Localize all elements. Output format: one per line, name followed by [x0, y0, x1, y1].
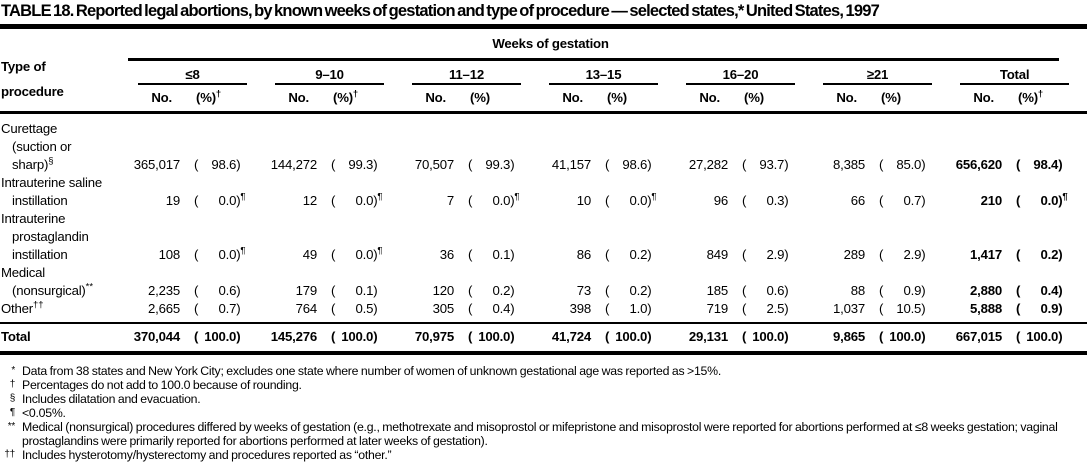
total-label-cell: Total [0, 323, 128, 353]
row-label-line: Curettage [1, 121, 58, 136]
percent-value: 0.2 [492, 283, 511, 298]
count-cell: 120 [432, 283, 454, 298]
sub-header-row [0, 87, 1087, 113]
footnote-marker-sup: †† [32, 299, 44, 311]
percent-cell: ( 0.9) [1016, 301, 1063, 316]
percent-cell: ( 1.0) [605, 301, 652, 316]
count-cell: 36 [439, 247, 454, 262]
percent-value: 0.0 [492, 193, 511, 208]
footnote-marker-sup: ** [85, 281, 94, 293]
percent-value: 99.3 [485, 157, 511, 172]
percent-value: 99.3 [348, 157, 374, 172]
percent-value: 0.5 [355, 301, 374, 316]
footnote-marker-sup: † [215, 88, 222, 100]
percent-value: 0.0 [218, 247, 237, 262]
col-group-label: Total [960, 67, 1069, 85]
percent-cell: ( 85.0) [879, 157, 926, 172]
count-cell: 88 [850, 283, 865, 298]
count-cell: 179 [295, 283, 317, 298]
col-group-label: 13–15 [549, 67, 658, 85]
percent-cell: ( 0.7) [194, 301, 241, 316]
percent-cell: ( 0.0)¶ [331, 191, 383, 208]
footnote-text: Includes dilatation and evacuation. [22, 392, 201, 406]
percent-cell: ( 99.3) [331, 157, 378, 172]
percent-value: 0.2 [629, 283, 648, 298]
count-cell: 70,975 [402, 323, 466, 353]
footnote-marker-sup: ¶ [651, 191, 657, 203]
count-cell: 19 [165, 193, 180, 208]
table-header [0, 29, 1087, 113]
pct-column-header: (%) [466, 87, 539, 113]
pct-column-header: (%) [877, 87, 950, 113]
percent-value: 0.4 [492, 301, 511, 316]
count-cell: 1,037 [832, 301, 865, 316]
col-group-label: 9–10 [275, 67, 384, 85]
no-column-header: No. [676, 87, 740, 113]
percent-cell: ( 10.5) [879, 301, 926, 316]
col-group-header [813, 61, 950, 87]
percent-cell: ( 0.0)¶ [194, 191, 246, 208]
footnote-text: Includes hysterotomy/hysterectomy and procedures reported as “other.” [22, 448, 392, 462]
footnote [0, 406, 1087, 420]
percent-value: 0.6 [766, 283, 785, 298]
percent-cell: ( 0.0)¶ [605, 191, 657, 208]
footnote-marker-sup: ¶ [1062, 191, 1068, 203]
percent-value: 98.6 [622, 157, 648, 172]
total-row [0, 323, 1087, 353]
row-label-line: (suction or [12, 139, 72, 154]
percent-cell: ( 2.5) [742, 301, 789, 316]
percent-value: 98.4 [1033, 157, 1059, 172]
count-cell: 1,417 [969, 247, 1002, 262]
percent-value: 0.7 [903, 193, 922, 208]
count-cell: 185 [706, 283, 728, 298]
percent-value: 93.7 [759, 157, 785, 172]
percent-cell: ( 0.6) [194, 283, 241, 298]
row-label-cell [0, 113, 128, 175]
count-cell: 289 [843, 247, 865, 262]
count-cell: 144,272 [270, 157, 317, 172]
percent-value: 0.0 [629, 193, 648, 208]
count-cell: 5,888 [969, 301, 1002, 316]
footnote-text: Percentages do not add to 100.0 because of rounding. [22, 378, 302, 392]
count-cell: 29,131 [676, 323, 740, 353]
percent-cell: ( 100.0) [603, 323, 676, 353]
footnote-marker-sup: † [352, 88, 359, 100]
table-row [0, 300, 1087, 323]
table-title: TABLE 18. Reported legal abortions, by known weeks of gestation and type of procedure — selected states,* United States, 1997 [1, 2, 879, 20]
count-cell: 764 [295, 301, 317, 316]
footnote-marker-sup: ¶ [377, 191, 383, 203]
percent-value: 98.6 [211, 157, 237, 172]
table-row [0, 210, 1087, 264]
percent-cell: ( 0.1) [468, 247, 515, 262]
percent-cell: ( 0.2) [605, 247, 652, 262]
spanner-cell [128, 29, 1087, 61]
no-column-header: No. [950, 87, 1014, 113]
row-label-line: Other†† [1, 299, 44, 316]
pct-column-header: (%) [740, 87, 813, 113]
footnote [0, 392, 1087, 406]
percent-cell: ( 0.4) [468, 301, 515, 316]
row-label-cell [0, 174, 128, 210]
col-group-header [128, 61, 265, 87]
percent-cell: ( 0.2) [468, 283, 515, 298]
table-row [0, 174, 1087, 210]
percent-cell: ( 0.3) [742, 193, 789, 208]
table-body [0, 113, 1087, 354]
no-column-header: No. [402, 87, 466, 113]
count-cell: 86 [576, 247, 591, 262]
percent-value: 10.5 [896, 301, 922, 316]
percent-value: 2.9 [903, 247, 922, 262]
percent-value: 100.0 [478, 329, 511, 344]
count-cell: 370,044 [128, 323, 192, 353]
percent-cell: ( 99.3) [468, 157, 515, 172]
footnotes [0, 364, 1087, 462]
footnote [0, 364, 1087, 378]
count-cell: 365,017 [133, 157, 180, 172]
percent-cell: ( 0.5) [331, 301, 378, 316]
footnote [0, 420, 1087, 448]
count-cell: 73 [576, 283, 591, 298]
footnote-marker-sup: § [48, 155, 54, 167]
count-cell: 27,282 [688, 157, 728, 172]
percent-value: 0.0 [218, 193, 237, 208]
footnote [0, 378, 1087, 392]
count-cell: 719 [706, 301, 728, 316]
footnote-marker: § [9, 393, 15, 404]
col-group-header [676, 61, 813, 87]
col-group-header [402, 61, 539, 87]
row-label-line: Intrauterine [1, 211, 66, 226]
count-cell: 210 [980, 193, 1002, 208]
percent-value: 0.7 [218, 301, 237, 316]
percent-value: 0.1 [492, 247, 511, 262]
pct-column-header: (%)† [192, 87, 265, 113]
count-cell: 305 [432, 301, 454, 316]
spanner-label: Weeks of gestation [128, 36, 1059, 61]
footnote-marker: ** [7, 421, 15, 432]
footnote-marker: * [11, 365, 15, 376]
percent-cell: ( 0.6) [742, 283, 789, 298]
footnote-marker-sup: ¶ [240, 191, 246, 203]
percent-value: 1.0 [629, 301, 648, 316]
percent-cell: ( 0.0)¶ [331, 245, 383, 262]
row-label-line: Medical [1, 265, 46, 280]
col-group-label: 11–12 [412, 67, 521, 85]
percent-cell: ( 100.0) [1014, 323, 1087, 353]
row-label-line: Intrauterine saline [1, 175, 103, 190]
row-label-cell [0, 210, 128, 264]
footnote-marker: †† [4, 449, 15, 460]
percent-cell: ( 100.0) [329, 323, 402, 353]
col-group-header [950, 61, 1087, 87]
count-cell: 49 [302, 247, 317, 262]
percent-value: 0.9 [1040, 301, 1059, 316]
row-label-cell [0, 300, 128, 323]
row-label-line: sharp)§ [12, 155, 54, 172]
count-cell: 108 [158, 247, 180, 262]
pct-column-header: (%) [603, 87, 676, 113]
footnote-text: Medical (nonsurgical) procedures differed by weeks of gestation (e.g., methotrexate and misoprostol or mifepristone and misoprostol were reported for abortions performed at ≤8 weeks gestation; vaginal prostaglandins were primarily reported for abortions performed at later weeks of gestation). [22, 420, 1058, 448]
percent-value: 100.0 [1026, 329, 1059, 344]
abortions-by-gestation-table [0, 29, 1087, 355]
percent-cell: ( 100.0) [466, 323, 539, 353]
pct-column-header: (%)† [329, 87, 402, 113]
table-row [0, 264, 1087, 300]
percent-cell: ( 98.6) [194, 157, 241, 172]
count-cell: 849 [706, 247, 728, 262]
count-cell: 96 [713, 193, 728, 208]
col-group-header [265, 61, 402, 87]
row-label-line: prostaglandin [12, 229, 89, 244]
percent-value: 0.0 [1040, 193, 1059, 208]
pct-column-header: (%)† [1014, 87, 1087, 113]
spanner-row [0, 29, 1087, 61]
percent-value: 85.0 [896, 157, 922, 172]
percent-value: 2.9 [766, 247, 785, 262]
row-label-cell [0, 264, 128, 300]
count-cell: 2,665 [147, 301, 180, 316]
percent-value: 0.2 [629, 247, 648, 262]
row-label-line: instillation [12, 247, 68, 262]
count-cell: 70,507 [414, 157, 454, 172]
col-group-label: ≥21 [823, 67, 932, 85]
percent-value: 0.2 [1040, 247, 1059, 262]
percent-value: 100.0 [615, 329, 648, 344]
percent-cell: ( 0.0)¶ [468, 191, 520, 208]
percent-cell: ( 0.0)¶ [1016, 191, 1068, 208]
percent-cell: ( 100.0) [877, 323, 950, 353]
count-cell: 398 [569, 301, 591, 316]
count-cell: 667,015 [950, 323, 1014, 353]
row-header-line1: Type of [1, 59, 46, 74]
footnote-marker: † [9, 379, 15, 390]
footnote-marker-sup: ¶ [514, 191, 520, 203]
row-header-cell [0, 29, 128, 113]
percent-value: 0.0 [355, 193, 374, 208]
percent-cell: ( 0.7) [879, 193, 926, 208]
count-cell: 10 [576, 193, 591, 208]
percent-value: 100.0 [889, 329, 922, 344]
no-column-header: No. [265, 87, 329, 113]
count-cell: 656,620 [955, 157, 1002, 172]
percent-value: 0.0 [355, 247, 374, 262]
count-cell: 8,385 [832, 157, 865, 172]
percent-value: 0.6 [218, 283, 237, 298]
count-cell: 41,157 [551, 157, 591, 172]
count-cell: 2,880 [969, 283, 1002, 298]
percent-cell: ( 2.9) [879, 247, 926, 262]
col-group-label: ≤8 [138, 67, 247, 85]
no-column-header: No. [128, 87, 192, 113]
percent-cell: ( 98.6) [605, 157, 652, 172]
count-cell: 2,235 [147, 283, 180, 298]
percent-value: 100.0 [204, 329, 237, 344]
percent-cell: ( 0.2) [605, 283, 652, 298]
footnote-marker: ¶ [9, 407, 15, 418]
row-header-line2: procedure [1, 84, 64, 99]
percent-value: 100.0 [752, 329, 785, 344]
row-label-line: (nonsurgical)** [12, 281, 94, 298]
percent-value: 0.9 [903, 283, 922, 298]
count-cell: 7 [446, 193, 454, 208]
percent-cell: ( 0.0)¶ [194, 245, 246, 262]
footnote-marker-sup: ¶ [240, 245, 246, 257]
count-cell: 12 [302, 193, 317, 208]
col-group-label: 16–20 [686, 67, 795, 85]
count-cell: 145,276 [265, 323, 329, 353]
count-cell: 66 [850, 193, 865, 208]
footnote-marker-sup: † [1037, 88, 1044, 100]
percent-cell: ( 0.2) [1016, 247, 1063, 262]
footnote [0, 448, 1087, 462]
no-column-header: No. [539, 87, 603, 113]
percent-cell: ( 93.7) [742, 157, 789, 172]
footnote-text: <0.05%. [22, 406, 66, 420]
percent-value: 0.1 [355, 283, 374, 298]
col-group-header [539, 61, 676, 87]
count-cell: 9,865 [813, 323, 877, 353]
percent-cell: ( 2.9) [742, 247, 789, 262]
group-header-row [0, 61, 1087, 87]
percent-value: 2.5 [766, 301, 785, 316]
percent-cell: ( 0.9) [879, 283, 926, 298]
percent-cell: ( 98.4) [1016, 157, 1063, 172]
percent-cell: ( 0.4) [1016, 283, 1063, 298]
count-cell: 41,724 [539, 323, 603, 353]
row-label-line: instillation [12, 193, 68, 208]
no-column-header: No. [813, 87, 877, 113]
footnote-text: Data from 38 states and New York City; excludes one state where number of women of unknown gestational age was reported as >15%. [22, 364, 721, 378]
percent-value: 0.4 [1040, 283, 1059, 298]
footnote-marker-sup: ¶ [377, 245, 383, 257]
percent-cell: ( 100.0) [192, 323, 265, 353]
percent-cell: ( 0.1) [331, 283, 378, 298]
percent-value: 100.0 [341, 329, 374, 344]
table-row [0, 113, 1087, 175]
percent-value: 0.3 [766, 193, 785, 208]
percent-cell: ( 100.0) [740, 323, 813, 353]
